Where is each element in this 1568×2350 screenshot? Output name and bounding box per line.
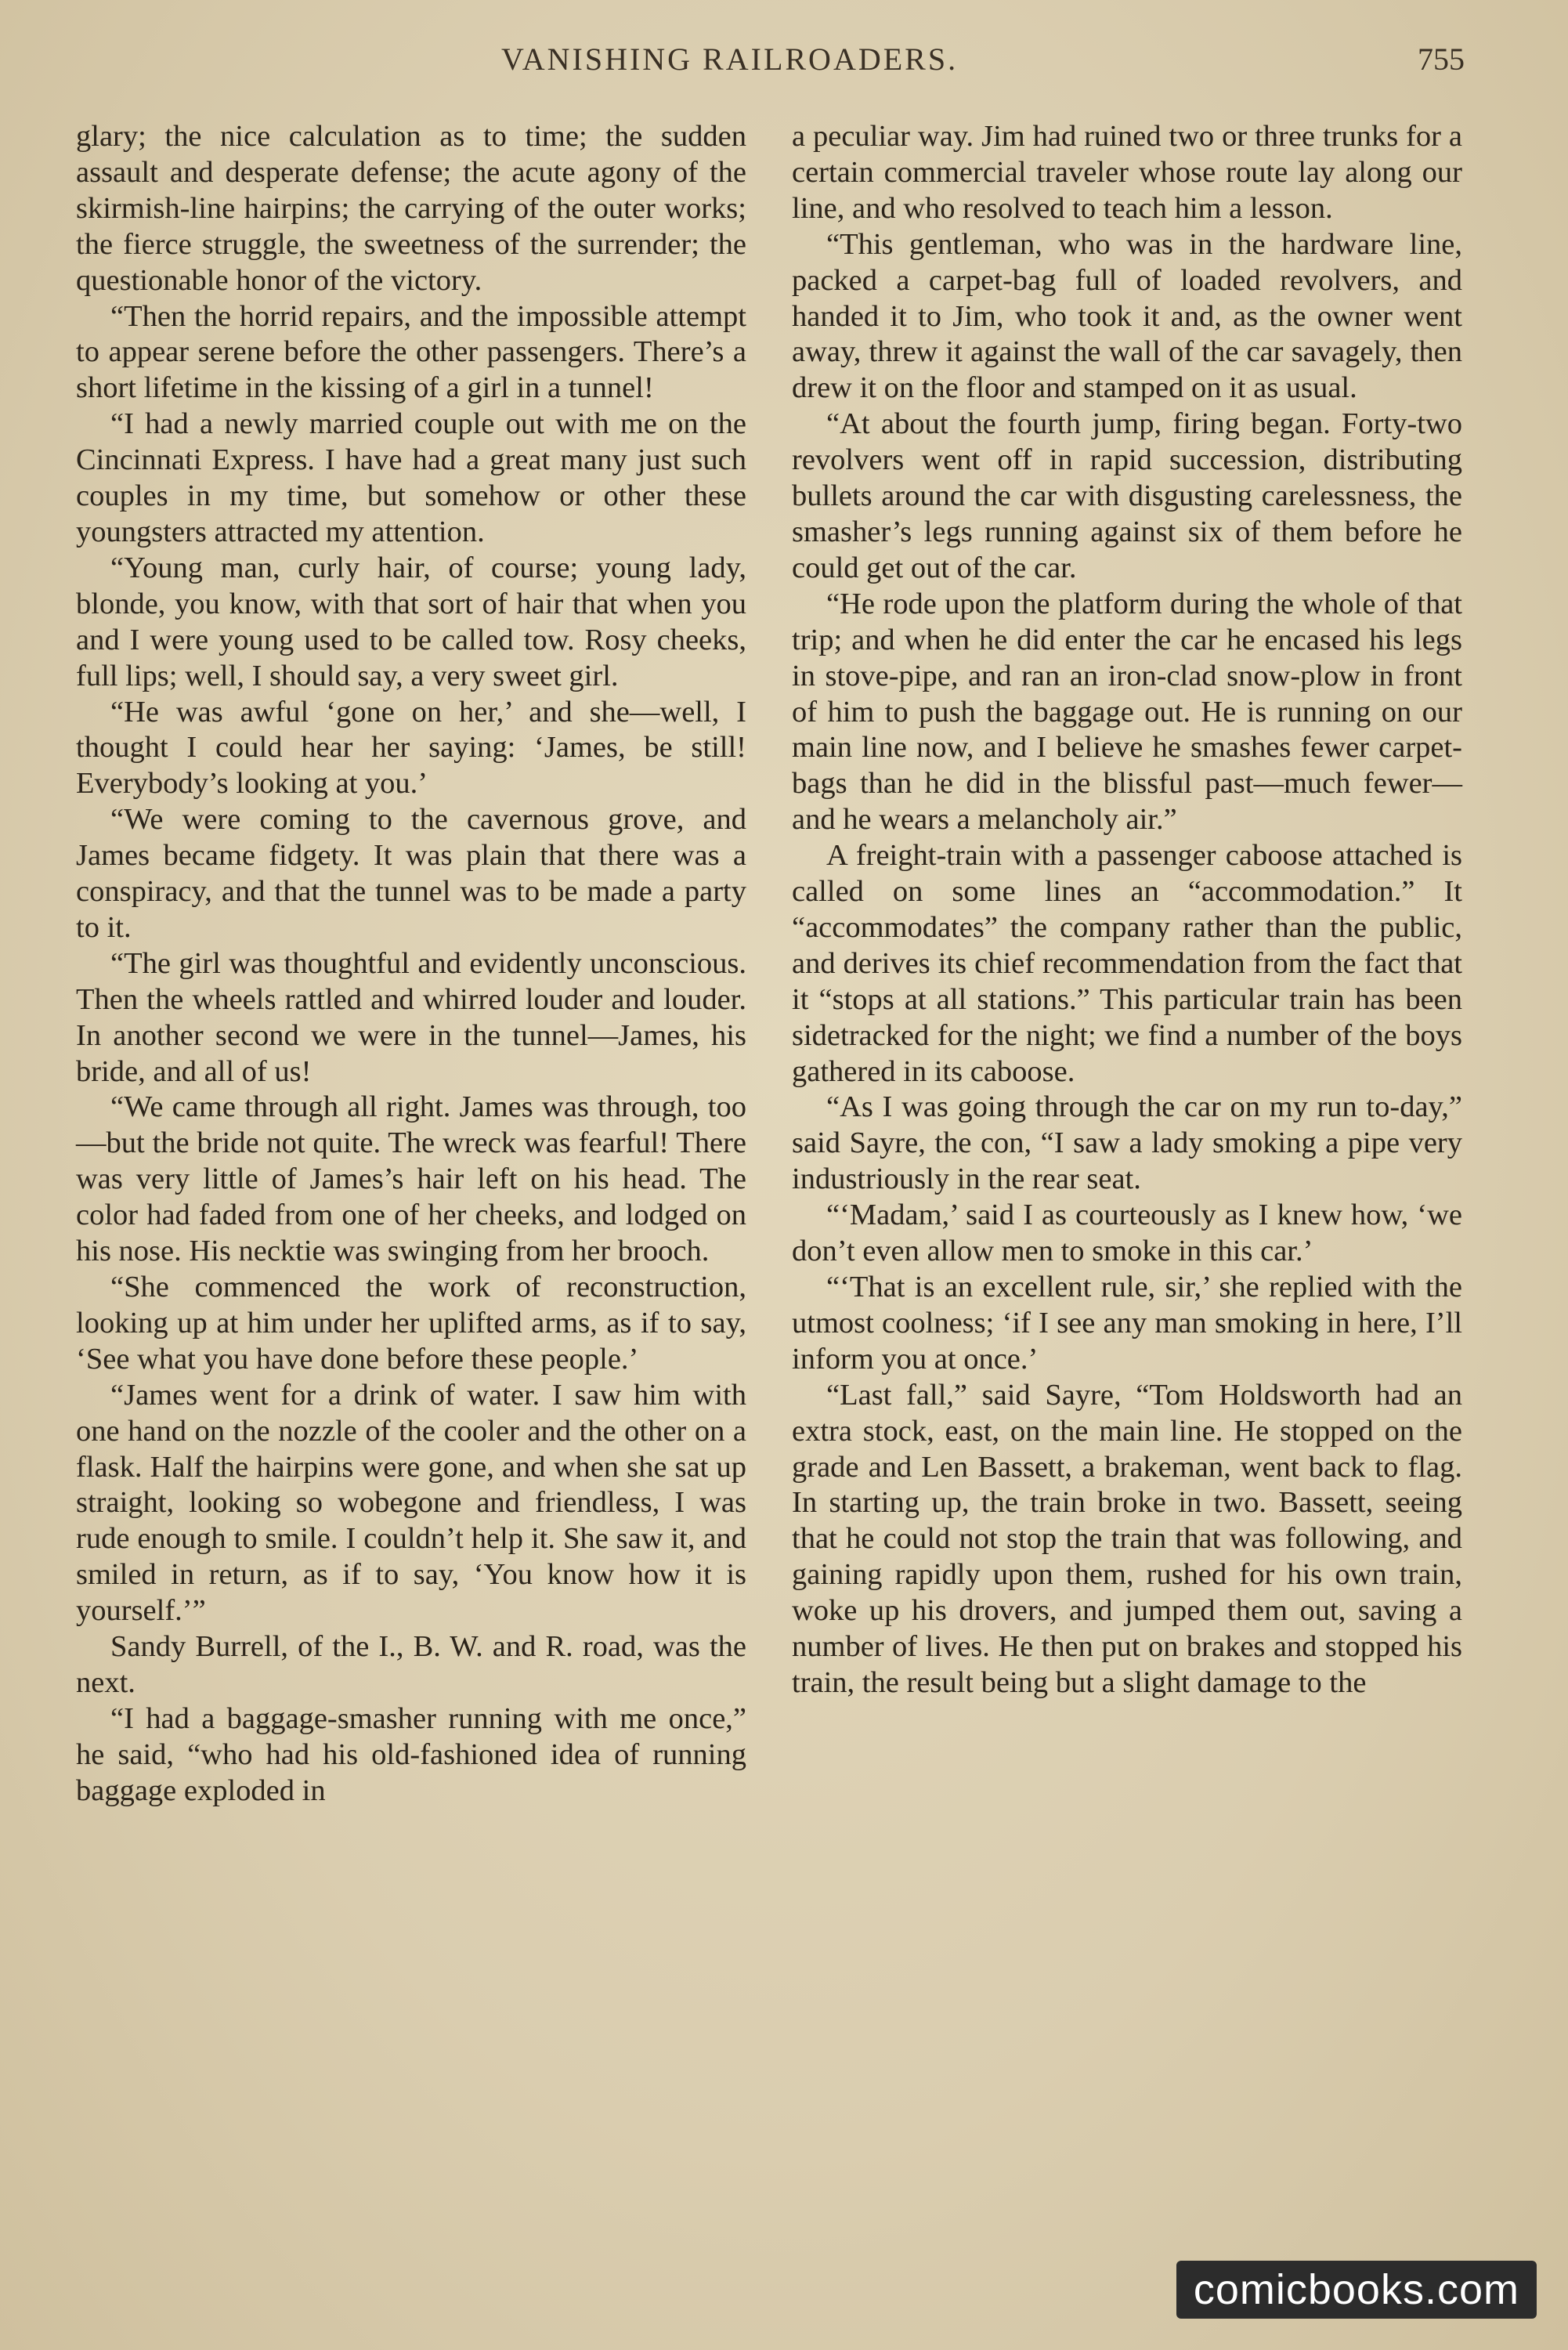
paragraph: “Then the horrid repairs, and the impossible attempt to appear serene before the other passengers. There’s a short lifetime in the kissing of a girl in a tunnel! [76, 299, 746, 405]
paragraph: “James went for a drink of water. I saw him with one hand on the nozzle of the cooler and the other on a flask. Half the hairpins were gone, and when she sat up straight, looking so wobegone and friendless, I was rude enough to smile. I couldn’t help it. She saw it, and smiled in return, as if to say, ‘You know how it is yourself.’” [76, 1378, 746, 1628]
paragraph: “We came through all right. James was through, too—but the bride not quite. The wreck was fearful! There was very little of James’s hair left on his head. The color had faded from one of her cheeks, and lodged on his nose. His necktie was swinging from her brooch. [76, 1090, 746, 1268]
paragraph: “‘That is an excellent rule, sir,’ she replied with the utmost coolness; ‘if I see any man smoking in here, I’ll inform you at once.’ [792, 1271, 1462, 1376]
paragraph: “She commenced the work of reconstruction, looking up at him under her uplifted arms, as if to say, ‘See what you have done before these people.’ [76, 1271, 746, 1376]
left-column [76, 119, 746, 1810]
paragraph: “He was awful ‘gone on her,’ and she—well, I thought I could hear her saying: ‘James, be still! Everybody’s looking at you.’ [76, 695, 746, 801]
paragraph: “I had a baggage-smasher running with me once,” he said, “who had his old-fashioned idea of running baggage exploded in [76, 1701, 746, 1807]
paragraph: “We were coming to the cavernous grove, and James became fidgety. It was plain that there was a conspiracy, and that the tunnel was to be made a party to it. [76, 803, 746, 944]
paragraph: “Last fall,” said Sayre, “Tom Holdsworth had an extra stock, east, on the main line. He stopped on the grade and Len Bassett, a brakeman, went back to flag. In starting up, the train broke in two. Bassett, seeing that he could not stop the train that was following, and gaining rapidly upon them, rushed for his own train, woke up his drovers, and jumped them out, saving a number of lives. He then put on brakes and stopped his train, the result being but a slight damage to the [792, 1378, 1462, 1699]
paragraph: “He rode upon the platform during the whole of that trip; and when he did enter the car he encased his legs in stove-pipe, and ran an iron-clad snow-plow in front of him to push the baggage out. He is running on our main line now, and I believe he smashes fewer carpet-bags than he did in the blissful past—much fewer—and he wears a melancholy air.” [792, 587, 1462, 837]
watermark-logo: comicbooks.com [1176, 2261, 1537, 2319]
paragraph: “The girl was thoughtful and evidently unconscious. Then the wheels rattled and whirred louder and louder. In another second we were in the tunnel—James, his bride, and all of us! [76, 946, 746, 1088]
paragraph: “Young man, curly hair, of course; young lady, blonde, you know, with that sort of hair that when you and I were young used to be called tow. Rosy cheeks, full lips; well, I should say, a very sweet girl. [76, 551, 746, 692]
paragraph: “‘Madam,’ said I as courteously as I knew how, ‘we don’t even allow men to smoke in this car.’ [792, 1198, 1462, 1268]
paragraph: glary; the nice calculation as to time; the sudden assault and desperate defense; the acute agony of the skirmish-line hairpins; the carrying of the outer works; the fierce struggle, the sweetness of the surrender; the questionable honor of the victory. [76, 120, 746, 297]
paragraph: Sandy Burrell, of the I., B. W. and R. road, was the next. [76, 1630, 746, 1699]
paragraph: “I had a newly married couple out with me on the Cincinnati Express. I have had a great many just such couples in my time, but somehow or other these youngsters attracted my attention. [76, 407, 746, 548]
right-column [792, 119, 1462, 1701]
paragraph: “At about the fourth jump, firing began. Forty-two revolvers went off in rapid succession, distributing bullets around the car with disgusting carelessness, the smasher’s legs running against six of them before he could get out of the car. [792, 407, 1462, 584]
paragraph: A freight-train with a passenger caboose attached is called on some lines an “accommodation.” It “accommodates” the company rather than the public, and derives its chief recommendation from the fact that it “stops at all stations.” This particular train has been sidetracked for the night; we find a number of the boys gathered in its caboose. [792, 839, 1462, 1088]
page-header [501, 41, 1465, 96]
paragraph: a peculiar way. Jim had ruined two or three trunks for a certain commercial traveler whose route lay along our line, and who resolved to teach him a lesson. [792, 120, 1462, 225]
page-number: 755 [1418, 42, 1465, 77]
paragraph: “As I was going through the car on my run to-day,” said Sayre, the con, “I saw a lady smoking a pipe very industriously in the rear seat. [792, 1090, 1462, 1196]
running-title: VANISHING RAILROADERS. [501, 42, 959, 77]
paragraph: “This gentleman, who was in the hardware line, packed a carpet-bag full of loaded revolvers, and handed it to Jim, who took it and, as the owner went away, threw it against the wall of the car savagely, then drew it on the floor and stamped on it as usual. [792, 227, 1462, 405]
